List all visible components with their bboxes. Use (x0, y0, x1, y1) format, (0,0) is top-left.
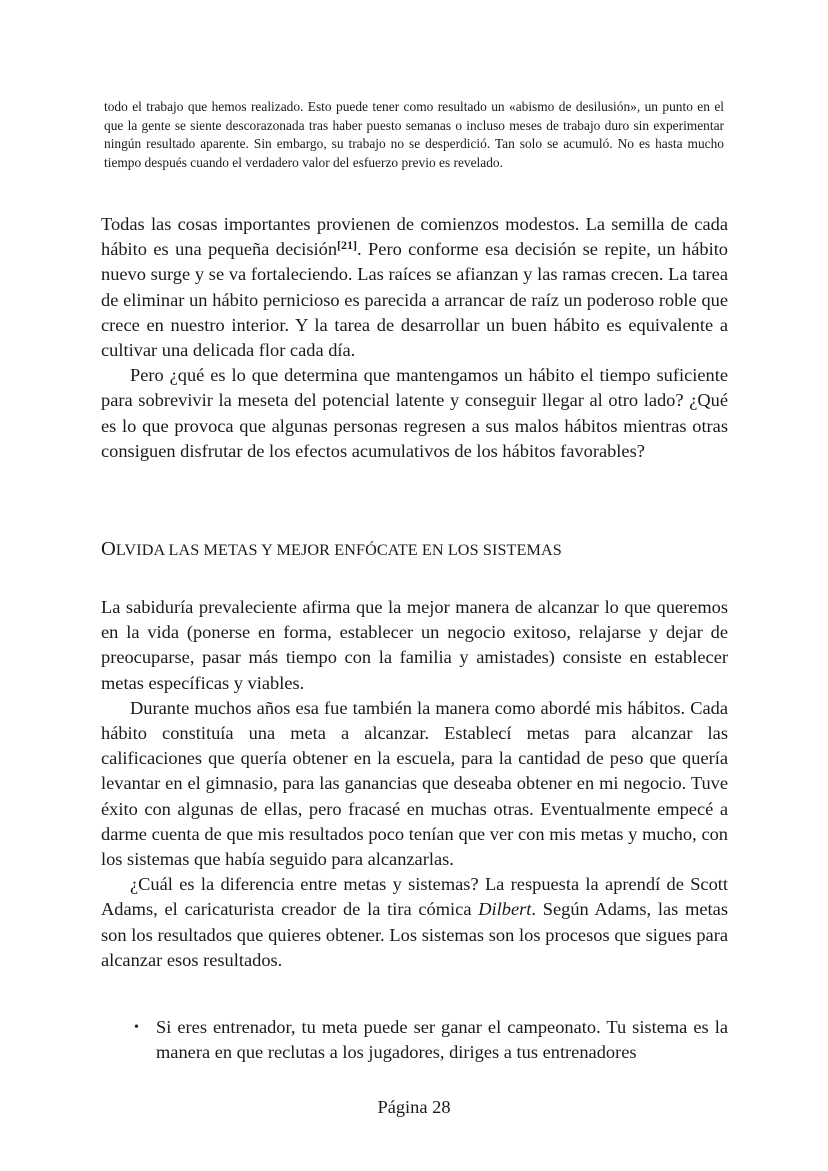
paragraph-5 (101, 872, 728, 973)
bullet-item (134, 1015, 728, 1065)
bullet-text: Si eres entrenador, tu meta puede ser ganar el campeonato. Tu sistema es la manera en que reclutas a los jugadores, diriges a tus entrenadores (156, 1017, 728, 1063)
block-quote (104, 98, 724, 172)
heading-rest: LVIDA LAS METAS Y MEJOR ENFÓCATE EN LOS SISTEMAS (115, 541, 562, 559)
quote-text: todo el trabajo que hemos realizado. Esto puede tener como resultado un «abismo de desilusión», un punto en el que la gente se siente descorazonada tras haber puesto semanas o incluso meses de trabajo duro sin experimentar ningún resultado aparente. Sin embargo, su trabajo no se desperdició. Tan solo se acumuló. No es hasta mucho tiempo después cuando el verdadero valor del esfuerzo previo es revelado. (104, 99, 724, 170)
page-number: Página 28 (377, 1097, 451, 1117)
paragraph-1-text-a: Todas las cosas importantes provienen de comienzos modestos. La semilla de cada hábito es una pequeña decisión (101, 214, 728, 260)
footnote-ref-21[interactable]: [21] (337, 238, 358, 253)
paragraph-1 (101, 212, 728, 363)
paragraph-2: Pero ¿qué es lo que determina que mantengamos un hábito el tiempo suficiente para sobrevivir la meseta del potencial latente y conseguir llegar al otro lado? ¿Qué es lo que provoca que algunas personas regresen a sus malos hábitos mientras otras consiguen disfrutar de los efectos acumulativos de los hábitos favorables? (101, 365, 728, 461)
bullet-marker: • (134, 1020, 139, 1035)
comic-title: Dilbert (478, 899, 532, 920)
paragraph-1-text-b: . Pero conforme esa decisión se repite, un hábito nuevo surge y se va fortaleciendo. Las raíces se afianzan y las ramas crecen. La tarea de eliminar un hábito pernicioso es parecida a arrancar de raíz un poderoso roble que crece en nuestro interior. Y la tarea de desarrollar un buen hábito es equivalente a cultivar una delicada flor cada día. (101, 239, 728, 361)
section-goals-systems (101, 595, 728, 973)
paragraph-4: Durante muchos años esa fue también la manera como abordé mis hábitos. Cada hábito constituía una meta a alcanzar. Establecí metas para alcanzar las calificaciones que quería obtener en la escuela, para la cantidad de peso que quería levantar en el gimnasio, para las ganancias que deseaba obtener en mi negocio. Tuve éxito con algunas de ellas, pero fracasé en muchas otras. Eventualmente empecé a darme cuenta de que mis resultados poco tenían que ver con mis metas y mucho, con los sistemas que había seguido para alcanzarlas. (101, 697, 728, 870)
paragraph-5-text-b: . Según Adams, las metas son los resultados que quieres obtener. Los sistemas son los procesos que sigues para alcanzar esos resultados. (101, 899, 728, 970)
bullet-list (134, 1015, 728, 1065)
heading-initial: O (101, 538, 116, 560)
section-heading (101, 536, 728, 563)
paragraph-5-text-a: ¿Cuál es la diferencia entre metas y sistemas? La respuesta la aprendí de Scott Adams, el caricaturista creador de la tira cómica (101, 874, 728, 920)
section-intro (101, 212, 728, 464)
paragraph-3: La sabiduría prevaleciente afirma que la mejor manera de alcanzar lo que queremos en la vida (ponerse en forma, establecer un negocio exitoso, relajarse y dejar de preocuparse, pasar más tiempo con la familia y amistades) consiste en establecer metas específicas y viables. (101, 597, 728, 693)
